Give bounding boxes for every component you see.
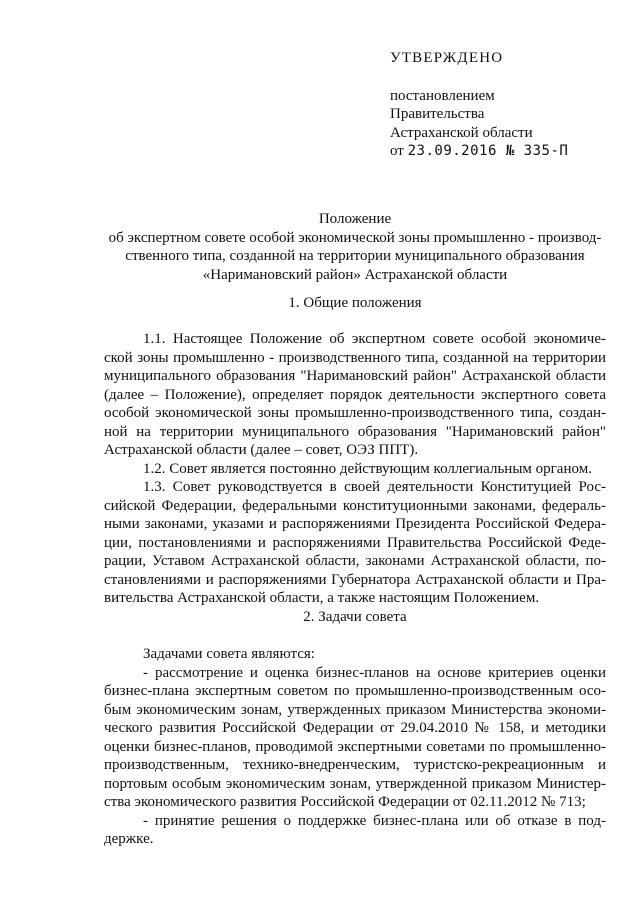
text-line: держке. (104, 831, 154, 847)
approval-stamp (390, 49, 630, 161)
text-line: особой экономической зоны промышленно-производственного типа, создан- (104, 405, 606, 421)
section-1-paragraph-3 (104, 478, 606, 608)
section-1-paragraph-1 (104, 330, 606, 460)
text-line: ными законами, указами и распоряжениями Президента Российской Федера- (104, 516, 606, 532)
text-line: 1.1. Настоящее Положение об экспертном совете особой экономиче- (143, 331, 606, 347)
approval-date-prefix: от (390, 143, 408, 159)
text-line: Астраханской области (далее – совет, ОЭЗ ППТ). (104, 442, 419, 458)
text-line: сийской Федерации, федеральными конституционными законами, федераль- (104, 497, 606, 514)
text-line: (далее – Положение), определяет порядок деятельности экспертного совета (104, 386, 606, 403)
approval-line-3: Астраханской области (390, 124, 533, 141)
section-2-item-1 (104, 664, 606, 812)
text-line: становлениями и распоряжениями Губернатора Астраханской области и Пра- (104, 571, 606, 588)
section-1-paragraph-2 (104, 460, 606, 479)
text-line: ции, постановлениями и распоряжениями Правительства Российской Феде- (104, 534, 606, 551)
text-line: - принятие решения о поддержке бизнес-плана или об отказе в под- (143, 812, 606, 829)
text-line: ства экономического развития Российской Федерации от 02.11.2012 № 713; (104, 794, 586, 810)
text-line: портовым особым экономическим зонам, утвержденной приказом Министер- (104, 775, 606, 792)
text-line: ской зоны промышленно - производственного типа, созданной на территории (104, 349, 606, 366)
section-2-heading: 2. Задачи совета (303, 609, 407, 625)
text-line: 1.3. Совет руководствуется в своей деятельности Конституцией Рос- (143, 479, 606, 495)
title-line-3: ственного типа, созданной на территории муниципального образования (125, 248, 585, 264)
document-title (95, 210, 615, 284)
approval-date-number: 23.09.2016 № 335-П (407, 143, 569, 159)
approval-heading: УТВЕРЖДЕНО (390, 50, 504, 66)
section-1-heading: 1. Общие положения (288, 295, 422, 311)
title-line-2: об экспертном совете особой экономической зоны промышленно - производ- (108, 229, 602, 246)
approval-date-line (390, 142, 630, 161)
text-line: - рассмотрение и оценка бизнес-планов на основе критериев оценки (143, 664, 606, 681)
title-line-4: «Наримановский район» Астраханской области (202, 266, 508, 283)
text-line: вительства Астраханской области, а также настоящим Положением. (104, 590, 540, 606)
text-line: производственным, технико-внедренческим, туристско-рекреационным и (104, 757, 606, 773)
approval-line-1: постановлением (390, 87, 495, 104)
text-line: бизнес-плана экспертным советом по промышленно-производственным осо- (104, 683, 606, 699)
text-line: 1.2. Совет является постоянно действующим коллегиальным органом. (143, 460, 592, 477)
text-line: Задачами совета являются: (143, 646, 315, 662)
text-line: рации, Уставом Астраханской области, законами Астраханской области, по- (104, 553, 606, 569)
approval-line-2: Правительства (390, 106, 485, 122)
text-line: ной на территории муниципального образования "Наримановский район" (104, 423, 606, 440)
section-2-item-2 (104, 812, 606, 849)
text-line: оценки бизнес-планов, проводимой экспертными советами по промышленно- (104, 738, 606, 755)
text-line: муниципального образования "Наримановский район" Астраханской области (104, 368, 606, 384)
text-line: ческого развития Российской Федерации от 29.04.2010 № 158, и методики (104, 720, 606, 736)
title-line-1: Положение (318, 211, 392, 227)
text-line: бым экономическим зонам, утвержденных приказом Министерства экономи- (104, 701, 606, 718)
section-2-intro (104, 645, 606, 664)
